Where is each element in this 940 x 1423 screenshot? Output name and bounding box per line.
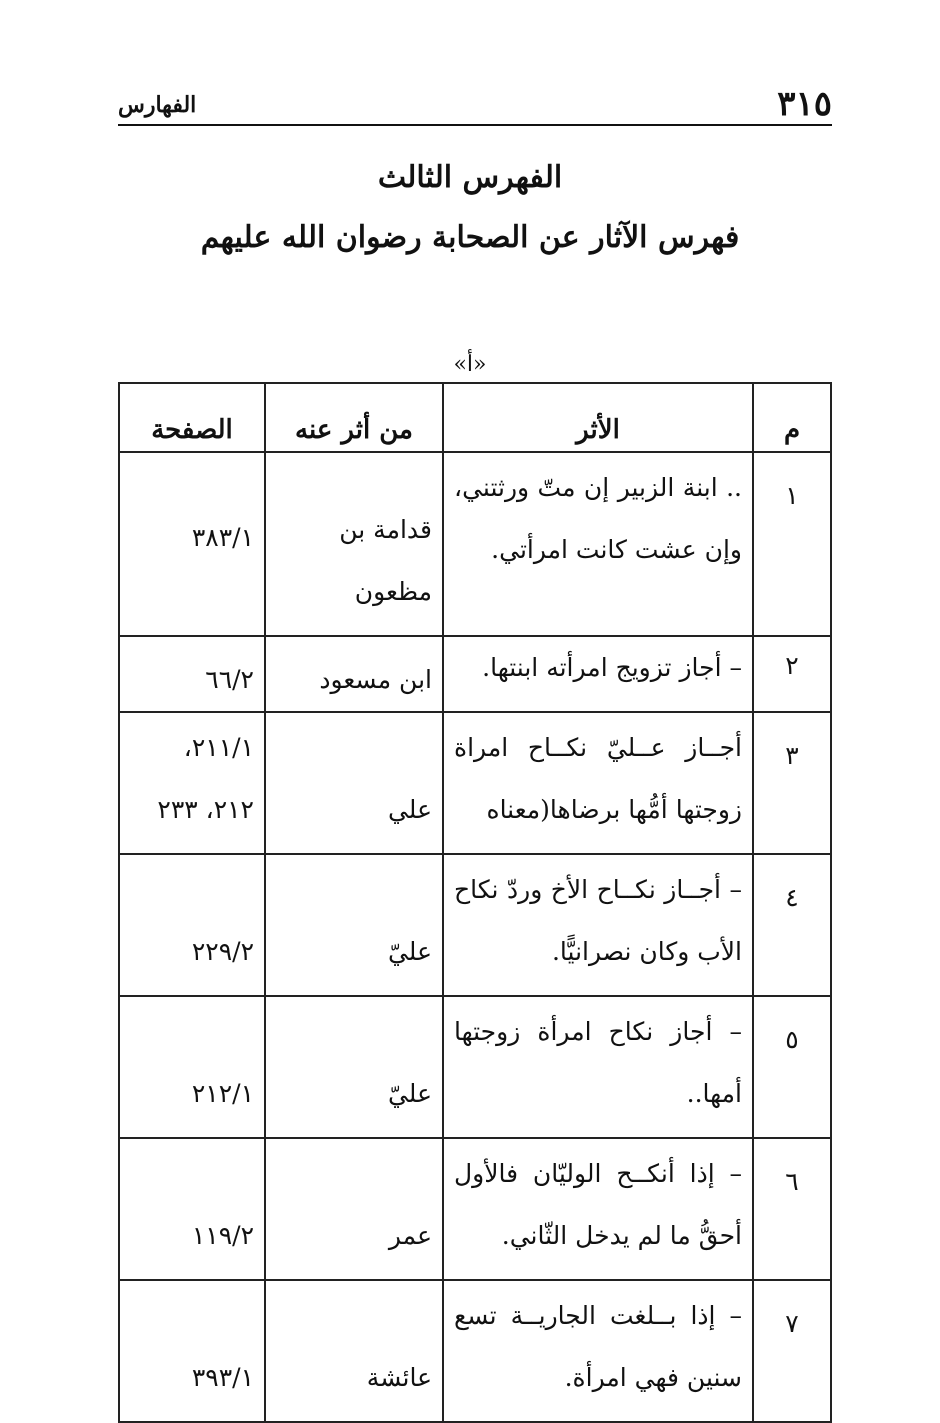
narrator: عليّ: [265, 996, 443, 1138]
column-header-narrator: من أثر عنه: [265, 383, 443, 452]
table-row: [119, 1280, 831, 1422]
page-header: [118, 84, 832, 124]
section-letter: «أ»: [453, 352, 487, 377]
table-row: [119, 996, 831, 1138]
table-header-row: [119, 383, 831, 452]
athar-text: – إذا بــلغت الجاريــة تسع سنين فهي امرأة.: [443, 1280, 753, 1422]
index-title: الفهرس الثالث: [377, 160, 563, 195]
row-number: ٢: [753, 636, 831, 712]
athar-text: .. ابنة الزبير إن متّ ورثتني، وإن عشت كانت امرأتي.: [443, 452, 753, 636]
table-row: [119, 854, 831, 996]
table-row: [119, 636, 831, 712]
header-rule: [118, 124, 832, 126]
narrator: عائشة: [265, 1280, 443, 1422]
row-number: ٥: [753, 996, 831, 1138]
row-number: ٧: [753, 1280, 831, 1422]
narrator: ابن مسعود: [265, 636, 443, 712]
row-number: ٣: [753, 712, 831, 854]
page-reference: ٢٢٩/٢: [119, 854, 265, 996]
running-title: الفهارس: [118, 92, 197, 118]
narrator: عمر: [265, 1138, 443, 1280]
row-number: ٦: [753, 1138, 831, 1280]
row-number: ٤: [753, 854, 831, 996]
page-reference: ٣٩٣/١: [119, 1280, 265, 1422]
page-reference: ٢١٢/١: [119, 996, 265, 1138]
athar-index-table: [118, 382, 832, 1423]
athar-text: – إذا أنكــح الوليّان فالأول أحقُّ ما لم يدخل الثّاني.: [443, 1138, 753, 1280]
page-number: ٣١٥: [777, 84, 832, 124]
page-reference: ٣٨٣/١: [119, 452, 265, 636]
page-reference: ٢١١/١، ٢١٢، ٢٣٣: [119, 712, 265, 854]
athar-text: – أجاز تزويج امرأته ابنتها.: [443, 636, 753, 712]
page-reference: ٦٦/٢: [119, 636, 265, 712]
column-header-page: الصفحة: [119, 383, 265, 452]
athar-text: أجــاز عــليّ نكــاح امراة زوجتها أمُّها برضاها(معناه: [443, 712, 753, 854]
row-number: ١: [753, 452, 831, 636]
narrator: قدامة بن مظعون: [265, 452, 443, 636]
table-row: [119, 712, 831, 854]
athar-text: – أجاز نكاح امرأة زوجتها أمها..: [443, 996, 753, 1138]
index-subtitle: فهرس الآثار عن الصحابة رضوان الله عليهم: [200, 220, 740, 255]
table-row: [119, 1138, 831, 1280]
narrator: عليّ: [265, 854, 443, 996]
table-row: [119, 452, 831, 636]
narrator: علي: [265, 712, 443, 854]
page-reference: ١١٩/٢: [119, 1138, 265, 1280]
column-header-athar: الأثر: [443, 383, 753, 452]
column-header-number: م: [753, 383, 831, 452]
athar-text: – أجــاز نكــاح الأخ وردّ نكاح الأب وكان نصرانيًّا.: [443, 854, 753, 996]
